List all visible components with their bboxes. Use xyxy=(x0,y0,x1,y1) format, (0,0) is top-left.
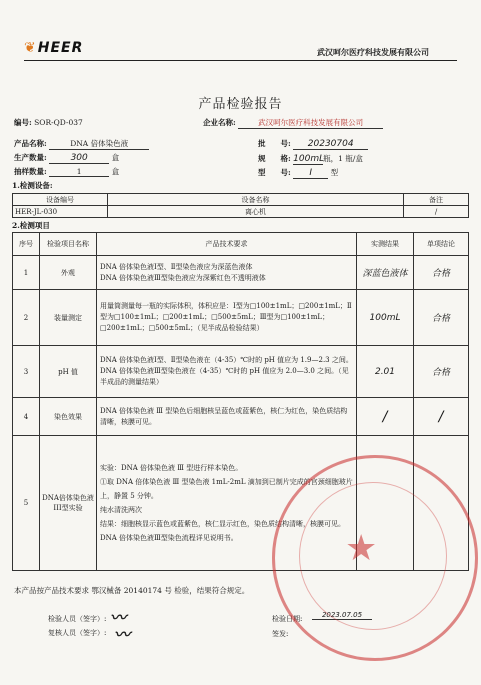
header-company-name: 武汉呵尔医疗科技发展有限公司 xyxy=(317,47,429,57)
inspection-date: 2023.07.05 xyxy=(312,611,372,620)
row-item: pH 值 xyxy=(40,346,97,398)
row-result: 2.01 xyxy=(357,346,414,398)
row-conclusion: 合格 xyxy=(414,346,469,398)
row-no: 2 xyxy=(13,290,40,346)
date-label: 检验日期: xyxy=(272,615,303,623)
spec-field: 规 格: 100mL瓶，1 瓶/盒 xyxy=(258,154,363,164)
header-conclusion: 单项结论 xyxy=(414,233,469,256)
equipment-code: HER-JL-030 xyxy=(13,206,108,218)
row-conclusion: 合格 xyxy=(414,290,469,346)
table-row xyxy=(13,290,469,346)
row-requirement: 用量筒测量每一瓶的实际体积，体积应是：Ⅰ型为□100±1mL；□200±1mL；Ⅱ型为□100±1mL；□200±1mL；□500±5mL；Ⅲ型为□100±1mL；□200±1mL；□500±5mL；（见半成品检验结果） xyxy=(97,290,357,346)
row-requirement: DNA 倍体染色液Ⅰ型、Ⅱ型染色液在（4-35）℃时的 pH 值应为 1.9—2.3 之间。 DNA 倍体染色液Ⅲ型染色液在（4-35）℃时的 pH 值应为 2.0—3.0 之间。（见半成品的测量结果） xyxy=(97,346,357,398)
model-field: 型 号: Ⅰ 型 xyxy=(258,168,339,178)
header-item: 检验项目名称 xyxy=(40,233,97,256)
row-no: 5 xyxy=(13,436,40,571)
row-no: 1 xyxy=(13,256,40,290)
table-row xyxy=(13,398,469,436)
code-field: 编号: SOR-QD-037 xyxy=(14,118,83,127)
inspector-label: 检验人员（签字）: xyxy=(48,615,107,623)
conformity-note: 本产品按产品技术要求 鄂汉械备 20140174 号 检验，结果符合规定。 xyxy=(14,586,250,595)
inspector-signature: 〰 xyxy=(110,608,127,627)
row-conclusion: 合格 xyxy=(414,256,469,290)
reviewer-label: 复核人员（签字）: xyxy=(48,629,107,637)
table-row xyxy=(13,346,469,398)
row-result: 100mL xyxy=(357,290,414,346)
header-no: 序号 xyxy=(13,233,40,256)
quantity-field: 生产数量: 300 盒 xyxy=(14,153,120,163)
row-result: 深蓝色液体 xyxy=(357,256,414,290)
header-divider xyxy=(24,60,457,61)
company-logo: ❦HEER xyxy=(24,40,84,56)
equipment-header-name: 设备名称 xyxy=(108,194,404,206)
row-item: DNA倍体染色液 III型实验 xyxy=(40,436,97,571)
header-result: 实测结果 xyxy=(357,233,414,256)
leaf-icon: ❦ xyxy=(24,40,37,56)
items-section-title: 2.检测项目 xyxy=(12,221,50,230)
page-title: 产品检验报告 xyxy=(198,97,283,112)
table-row xyxy=(13,256,469,290)
row-requirement: DNA 倍体染色液 Ⅲ 型染色后细胞核呈蓝色或蓝紫色，核仁为红色，染色质结构清晰，核膜可见。 xyxy=(97,398,357,436)
equipment-header-code: 设备编号 xyxy=(13,194,108,206)
row-requirement: 实验：DNA 倍体染色液 Ⅲ 型进行样本染色。 ①取 DNA 倍体染色液 Ⅲ 型染色液 1mL-2mL 滴加到已制片完成的宫颈细胞玻片上，静置 5 分钟。 纯水清洗两次 结果：细胞核显示蓝色或蓝紫色，核仁显示红色，染色质结构清晰，核膜可见。DNA 倍体染色液Ⅲ型染色流程详见说明书。 xyxy=(97,436,357,571)
equipment-section-title: 1.检测设备: xyxy=(12,181,53,190)
row-requirement: DNA 倍体染色液Ⅰ型、Ⅱ型染色液应为深蓝色液体 DNA 倍体染色液Ⅲ型染色液应为深紫红色不透明液体 xyxy=(97,256,357,290)
table-row xyxy=(13,206,469,218)
equipment-name: 离心机 xyxy=(108,206,404,218)
approve-label: 签发: xyxy=(272,630,289,638)
equipment-header-note: 备注 xyxy=(404,194,469,206)
equipment-note: / xyxy=(404,206,469,218)
row-result: / xyxy=(357,398,414,436)
header-requirement: 产品技术要求 xyxy=(97,233,357,256)
equipment-table xyxy=(12,193,469,218)
reviewer-signature: 〰 xyxy=(114,625,131,644)
row-item: 装量测定 xyxy=(40,290,97,346)
row-conclusion: / xyxy=(414,398,469,436)
row-no: 4 xyxy=(13,398,40,436)
seal-star-icon: ★ xyxy=(345,528,378,569)
row-item: 染色效果 xyxy=(40,398,97,436)
product-field: 产品名称: DNA 倍体染色液 xyxy=(14,138,149,150)
batch-field: 批 号: 20230704 xyxy=(258,138,368,150)
row-no: 3 xyxy=(13,346,40,398)
sample-field: 抽样数量: 1 盒 xyxy=(14,167,120,176)
row-item: 外观 xyxy=(40,256,97,290)
enterprise-field: 企业名称: 武汉呵尔医疗科技发展有限公司 xyxy=(203,117,383,129)
